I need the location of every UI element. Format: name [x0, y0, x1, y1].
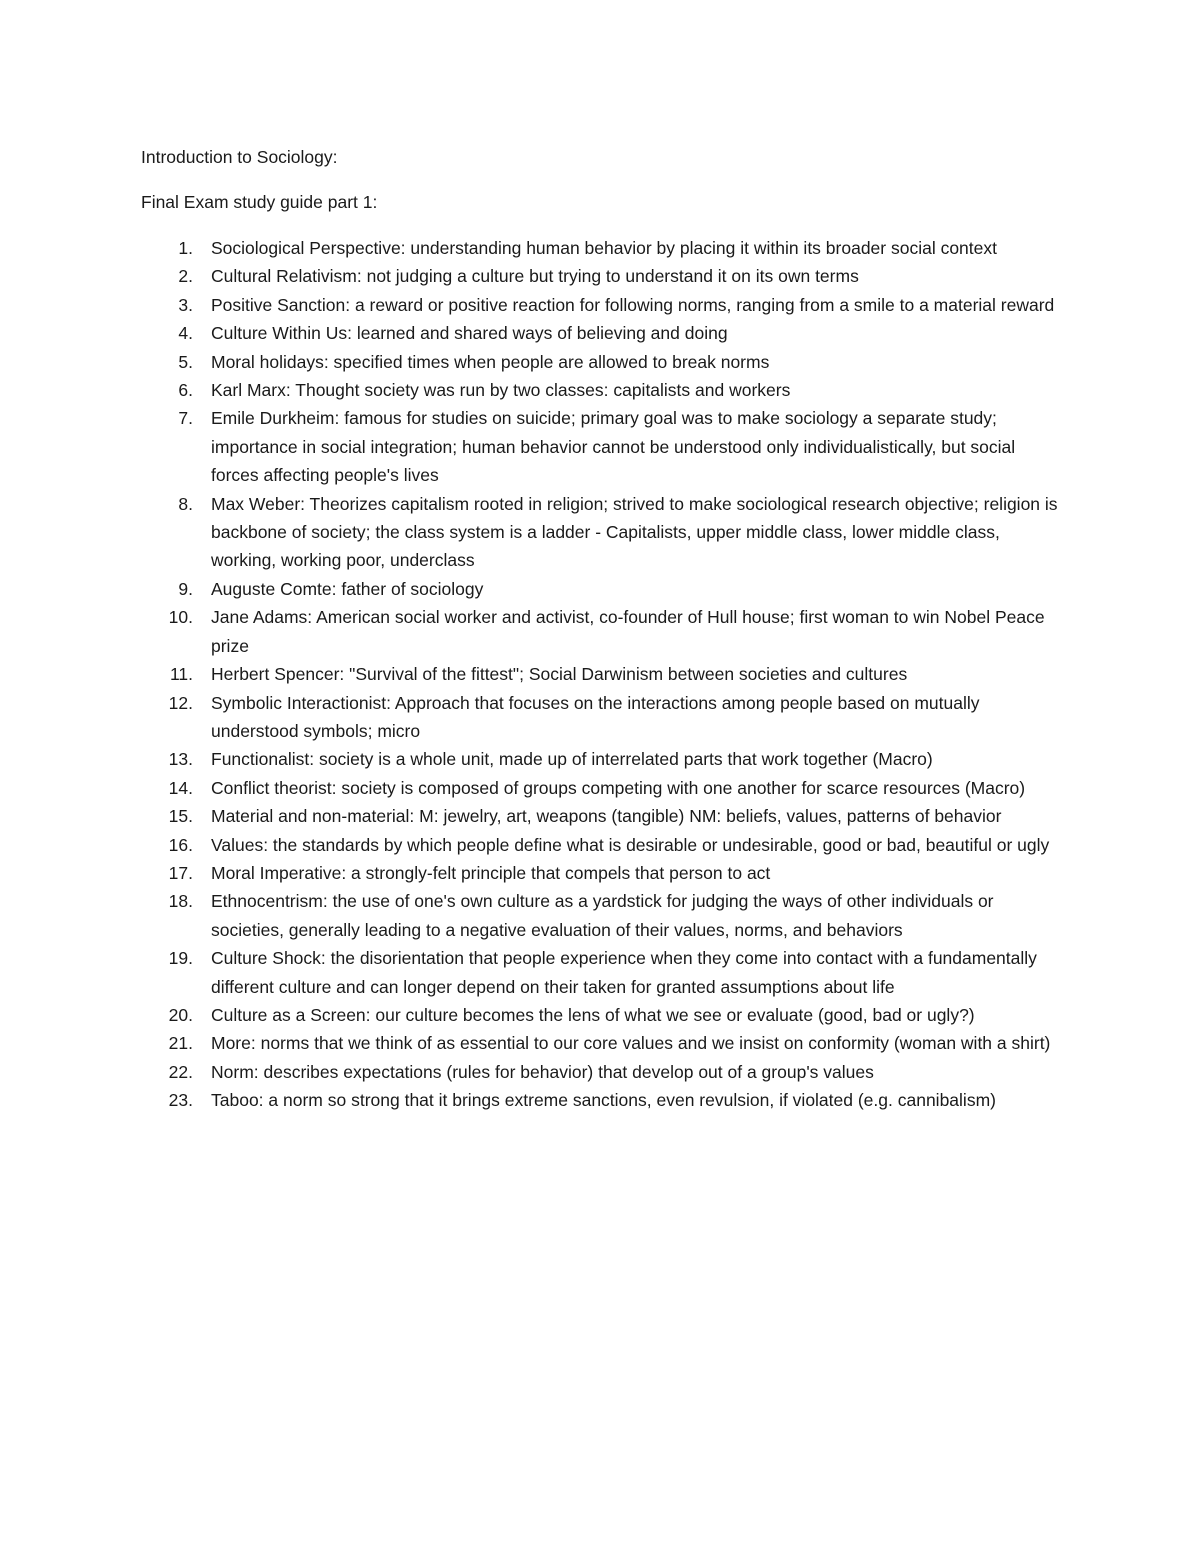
- list-item-text: Positive Sanction: a reward or positive reaction for following norms, ranging from a smile to a material reward: [211, 294, 1055, 315]
- list-item-text: Cultural Relativism: not judging a culture but trying to understand it on its own terms: [211, 266, 859, 287]
- list-item-number: 18.: [168, 891, 193, 912]
- list-item-number: 2.: [178, 266, 193, 287]
- list-item: [0, 376, 1200, 404]
- list-item-number: 11.: [169, 664, 193, 685]
- list-item: [0, 689, 1200, 746]
- list-item-text: Values: the standards by which people define what is desirable or undesirable, good or bad, beautiful or ugly: [211, 834, 1050, 855]
- list-item-text: Symbolic Interactionist: Approach that focuses on the interactions among people based on mutually understood symbols; micro: [211, 692, 980, 741]
- list-item-text: Culture Within Us: learned and shared ways of believing and doing: [211, 323, 728, 344]
- list-item-number: 5.: [178, 351, 193, 372]
- list-item: [0, 859, 1200, 887]
- list-item-number: 10.: [168, 607, 193, 628]
- list-item: [0, 660, 1200, 688]
- list-item-number: 8.: [178, 493, 193, 514]
- list-item-text: Sociological Perspective: understanding human behavior by placing it within its broader social context: [211, 238, 997, 258]
- list-item-text: Moral holidays: specified times when people are allowed to break norms: [211, 351, 770, 372]
- list-item-number: 6.: [178, 380, 193, 401]
- study-guide-list: [0, 234, 1200, 1115]
- list-item: [0, 887, 1200, 944]
- list-item-number: 20.: [168, 1004, 193, 1025]
- list-item-text: Karl Marx: Thought society was run by two classes: capitalists and workers: [211, 380, 791, 401]
- list-item: [0, 944, 1200, 1001]
- list-item-number: 9.: [178, 578, 193, 599]
- list-item-text: Conflict theorist: society is composed of groups competing with one another for scarce resources (Macro): [211, 777, 1026, 798]
- list-item: [0, 802, 1200, 830]
- document-title: Introduction to Sociology:: [141, 147, 338, 167]
- list-item-text: Taboo: a norm so strong that it brings extreme sanctions, even revulsion, if violated (e.g. cannibalism): [211, 1090, 996, 1111]
- list-item: [0, 1001, 1200, 1029]
- list-item: [0, 603, 1200, 660]
- list-item-number: 12.: [168, 692, 193, 713]
- list-item-text: Moral Imperative: a strongly-felt principle that compels that person to act: [211, 862, 771, 883]
- list-item-text: Culture Shock: the disorientation that people experience when they come into contact with a fundamentally different culture and can longer depend on their taken for granted assumptions about life: [211, 948, 1037, 997]
- list-item-text: Norm: describes expectations (rules for behavior) that develop out of a group's values: [211, 1061, 874, 1082]
- list-item-text: Emile Durkheim: famous for studies on suicide; primary goal was to make sociology a separate study; importance in social integration; human behavior cannot be understood only individualistically, but social forces affecting people's lives: [211, 408, 1016, 486]
- list-item: [0, 831, 1200, 859]
- list-item: [0, 291, 1200, 319]
- list-item: [0, 262, 1200, 290]
- list-item-text: Herbert Spencer: "Survival of the fittest"; Social Darwinism between societies and cultures: [211, 664, 908, 685]
- list-item-number: 16.: [168, 834, 193, 855]
- list-item-text: Functionalist: society is a whole unit, made up of interrelated parts that work together (Macro): [211, 749, 933, 770]
- list-item-number: 15.: [168, 806, 193, 827]
- list-item: [0, 745, 1200, 773]
- list-item-number: 7.: [178, 408, 193, 429]
- list-item: [0, 490, 1200, 575]
- list-item-text: Ethnocentrism: the use of one's own culture as a yardstick for judging the ways of other individuals or societies, generally leading to a negative evaluation of their values, norms, and behaviors: [211, 891, 994, 940]
- document-subtitle: Final Exam study guide part 1:: [141, 192, 378, 212]
- list-item-number: 22.: [168, 1061, 193, 1082]
- list-item-number: 23.: [168, 1090, 193, 1111]
- list-item-text: Culture as a Screen: our culture becomes the lens of what we see or evaluate (good, bad or ugly?): [211, 1004, 975, 1025]
- list-item-number: 19.: [168, 948, 193, 969]
- list-item: [0, 319, 1200, 347]
- list-item-text: Auguste Comte: father of sociology: [211, 578, 484, 599]
- list-item: [0, 774, 1200, 802]
- list-item-number: 1.: [178, 238, 193, 258]
- list-item: [0, 1029, 1200, 1057]
- list-item: [0, 1058, 1200, 1086]
- list-item-number: 4.: [178, 323, 193, 344]
- list-item-number: 13.: [168, 749, 193, 770]
- list-item: [0, 575, 1200, 603]
- list-item: [0, 234, 1200, 262]
- list-item-number: 3.: [178, 294, 193, 315]
- list-item-text: Material and non-material: M: jewelry, art, weapons (tangible) NM: beliefs, values, patterns of behavior: [211, 806, 1002, 827]
- list-item: [0, 1086, 1200, 1114]
- list-item: [0, 404, 1200, 489]
- list-item-text: Jane Adams: American social worker and activist, co-founder of Hull house; first woman to win Nobel Peace prize: [211, 607, 1045, 656]
- list-item: [0, 348, 1200, 376]
- list-item-number: 14.: [168, 777, 193, 798]
- list-item-text: More: norms that we think of as essential to our core values and we insist on conformity (woman with a shirt): [211, 1033, 1051, 1054]
- list-item-text: Max Weber: Theorizes capitalism rooted in religion; strived to make sociological research objective; religion is backbone of society; the class system is a ladder - Capitalists, upper middle class, lower middle class, working, working poor, underclass: [211, 493, 1058, 571]
- list-item-number: 21.: [168, 1033, 193, 1054]
- list-item-number: 17.: [168, 862, 193, 883]
